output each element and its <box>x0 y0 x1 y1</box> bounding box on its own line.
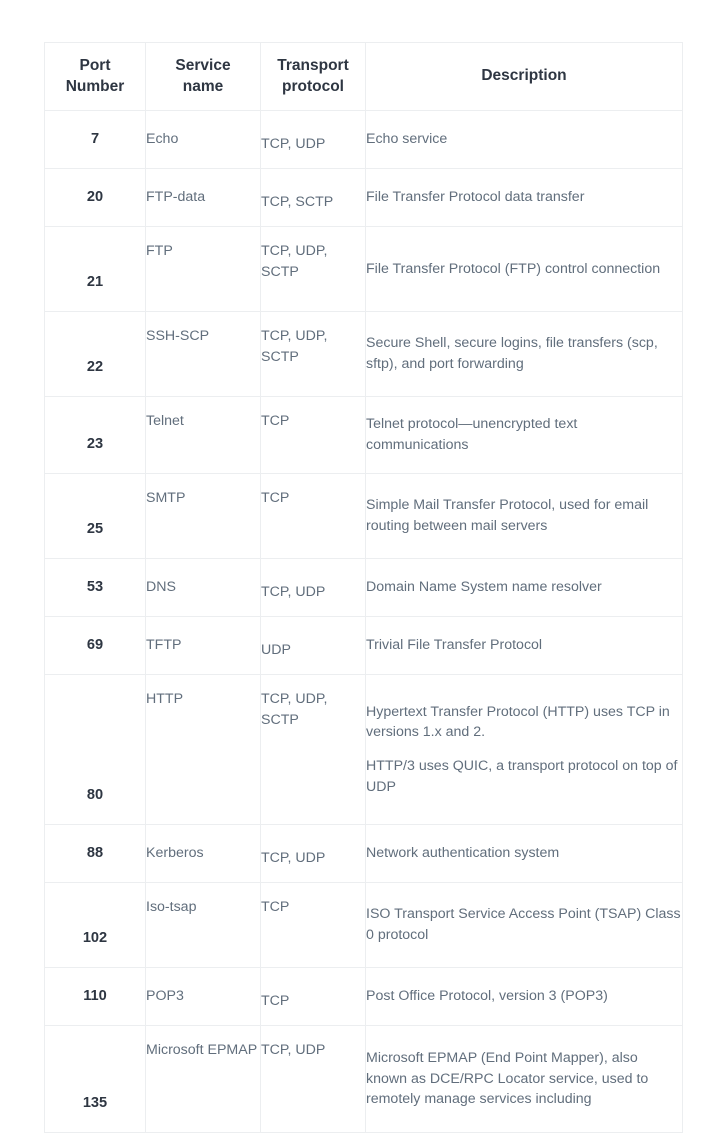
cell-port-number: 23 <box>45 397 146 474</box>
column-header-service-name-line2: name <box>182 77 224 95</box>
table-header <box>45 43 683 111</box>
cell-description <box>366 968 683 1026</box>
cell-description <box>366 227 683 312</box>
description-paragraph: Network authentication system <box>366 845 560 862</box>
table-row <box>45 111 683 169</box>
cell-service-name: DNS <box>146 559 261 617</box>
cell-description <box>366 675 683 825</box>
table-row <box>45 1026 683 1133</box>
cell-transport-protocol: TCP, UDP, SCTP <box>261 312 366 397</box>
column-header-transport-protocol-line2: protocol <box>282 77 344 95</box>
cell-service-name: TFTP <box>146 617 261 675</box>
column-header-transport-protocol <box>261 43 366 111</box>
table-row <box>45 968 683 1026</box>
table-body <box>45 111 683 1133</box>
table-row <box>45 169 683 227</box>
cell-service-name: Echo <box>146 111 261 169</box>
cell-service-name: HTTP <box>146 675 261 825</box>
cell-transport-protocol: TCP <box>261 968 366 1026</box>
cell-service-name: POP3 <box>146 968 261 1026</box>
cell-port-number: 20 <box>45 169 146 227</box>
column-header-service-name <box>146 43 261 111</box>
table-row <box>45 227 683 312</box>
description-paragraph: File Transfer Protocol (FTP) control connection <box>366 260 661 277</box>
cell-description <box>366 559 683 617</box>
cell-service-name: Kerberos <box>146 825 261 883</box>
cell-service-name: SSH-SCP <box>146 312 261 397</box>
ports-table-container <box>44 42 682 1133</box>
cell-port-number: 53 <box>45 559 146 617</box>
cell-transport-protocol: TCP, UDP, SCTP <box>261 675 366 825</box>
cell-port-number: 80 <box>45 675 146 825</box>
cell-port-number: 135 <box>45 1026 146 1133</box>
cell-port-number: 88 <box>45 825 146 883</box>
cell-description <box>366 397 683 474</box>
cell-transport-protocol: TCP, UDP, SCTP <box>261 227 366 312</box>
description-paragraph: Domain Name System name resolver <box>366 579 602 596</box>
cell-transport-protocol: TCP <box>261 883 366 968</box>
table-row <box>45 474 683 559</box>
cell-service-name: FTP-data <box>146 169 261 227</box>
table-row <box>45 312 683 397</box>
description-paragraph: Microsoft EPMAP (End Point Mapper), also known as DCE/RPC Locator service, used to remotely manage services including <box>366 1050 649 1108</box>
description-paragraph: Echo service <box>366 131 448 148</box>
cell-transport-protocol: TCP <box>261 474 366 559</box>
cell-service-name: Telnet <box>146 397 261 474</box>
cell-port-number: 21 <box>45 227 146 312</box>
cell-transport-protocol: TCP, UDP <box>261 111 366 169</box>
cell-transport-protocol: TCP, SCTP <box>261 169 366 227</box>
cell-service-name: Microsoft EPMAP <box>146 1026 261 1133</box>
table-row <box>45 559 683 617</box>
cell-port-number: 110 <box>45 968 146 1026</box>
description-paragraph: File Transfer Protocol data transfer <box>366 189 585 206</box>
description-paragraph: Post Office Protocol, version 3 (POP3) <box>366 988 608 1005</box>
cell-description <box>366 312 683 397</box>
description-paragraph: HTTP/3 uses QUIC, a transport protocol on top of UDP <box>366 758 678 795</box>
table-row <box>45 883 683 968</box>
cell-transport-protocol: UDP <box>261 617 366 675</box>
column-header-port-number <box>45 43 146 111</box>
description-paragraph: Telnet protocol—unencrypted text communications <box>366 416 578 453</box>
cell-description <box>366 111 683 169</box>
cell-service-name: FTP <box>146 227 261 312</box>
cell-service-name: SMTP <box>146 474 261 559</box>
column-header-transport-protocol-line1: Transport <box>277 56 349 74</box>
cell-transport-protocol: TCP, UDP <box>261 559 366 617</box>
cell-description <box>366 617 683 675</box>
well-known-ports-table <box>44 42 683 1133</box>
column-header-description: Description <box>366 43 683 111</box>
description-paragraph: Hypertext Transfer Protocol (HTTP) uses TCP in versions 1.x and 2. <box>366 703 670 741</box>
cell-transport-protocol: TCP, UDP <box>261 825 366 883</box>
cell-description <box>366 1026 683 1133</box>
column-header-service-name-line1: Service <box>175 56 231 74</box>
cell-port-number: 69 <box>45 617 146 675</box>
table-row <box>45 397 683 474</box>
description-paragraph: ISO Transport Service Access Point (TSAP) Class 0 protocol <box>366 906 681 943</box>
table-header-row <box>45 43 683 111</box>
column-header-port-number-line2: Number <box>65 77 125 95</box>
cell-port-number: 25 <box>45 474 146 559</box>
description-paragraph: Trivial File Transfer Protocol <box>366 637 543 654</box>
cell-port-number: 102 <box>45 883 146 968</box>
cell-description <box>366 169 683 227</box>
cell-transport-protocol: TCP, UDP <box>261 1026 366 1133</box>
description-paragraph: Secure Shell, secure logins, file transfers (scp, sftp), and port forwarding <box>366 335 658 372</box>
table-row <box>45 825 683 883</box>
cell-description <box>366 883 683 968</box>
cell-description <box>366 474 683 559</box>
cell-transport-protocol: TCP <box>261 397 366 474</box>
cell-service-name: Iso-tsap <box>146 883 261 968</box>
table-row <box>45 617 683 675</box>
table-row <box>45 675 683 825</box>
cell-description <box>366 825 683 883</box>
cell-port-number: 7 <box>45 111 146 169</box>
description-paragraph: Simple Mail Transfer Protocol, used for email routing between mail servers <box>366 497 649 534</box>
cell-port-number: 22 <box>45 312 146 397</box>
column-header-port-number-line1: Port <box>79 56 111 74</box>
